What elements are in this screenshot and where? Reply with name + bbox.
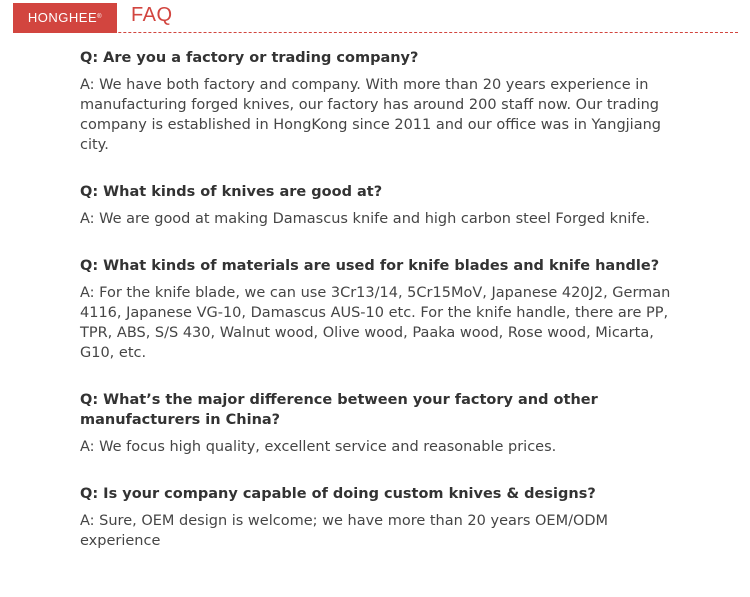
brand-registered-mark: ® <box>97 14 103 20</box>
section-title: FAQ <box>131 4 173 26</box>
faq-item <box>80 390 690 457</box>
faq-item <box>80 484 690 551</box>
faq-answer: A: For the knife blade, we can use 3Cr13/14, 5Cr15MoV, Japanese 420J2, German 4116, Japanese VG-10, Damascus AUS-10 etc. For the knife handle, there are PP, TPR, ABS, S/S 430, Walnut wood, Olive wood, Paaka wood, Rose wood, Micarta, G10, etc. <box>80 285 671 361</box>
faq-question: Q: What kinds of knives are good at? <box>80 184 383 200</box>
faq-question: Q: Are you a factory or trading company? <box>80 50 419 66</box>
faq-answer: A: We focus high quality, excellent service and reasonable prices. <box>80 439 557 455</box>
faq-item <box>80 256 690 363</box>
faq-answer: A: We have both factory and company. With more than 20 years experience in manufacturing forged knives, our factory has around 200 staff now. Our trading company is established in HongKong since 2011 and our office was in Yangjiang city. <box>80 77 661 153</box>
header-divider <box>13 32 738 33</box>
page-header <box>13 3 738 33</box>
faq-item <box>80 48 690 155</box>
faq-question: Q: Is your company capable of doing custom knives & designs? <box>80 486 596 502</box>
faq-question: Q: What kinds of materials are used for knife blades and knife handle? <box>80 258 660 274</box>
brand-logo <box>13 3 117 31</box>
faq-answer: A: Sure, OEM design is welcome; we have more than 20 years OEM/ODM experience <box>80 513 609 549</box>
faq-answer: A: We are good at making Damascus knife and high carbon steel Forged knife. <box>80 211 650 227</box>
faq-item <box>80 182 690 229</box>
faq-question: Q: What’s the major difference between your factory and other manufacturers in China? <box>80 392 598 428</box>
brand-name: HONGHEE <box>27 9 98 25</box>
faq-list <box>80 48 690 578</box>
